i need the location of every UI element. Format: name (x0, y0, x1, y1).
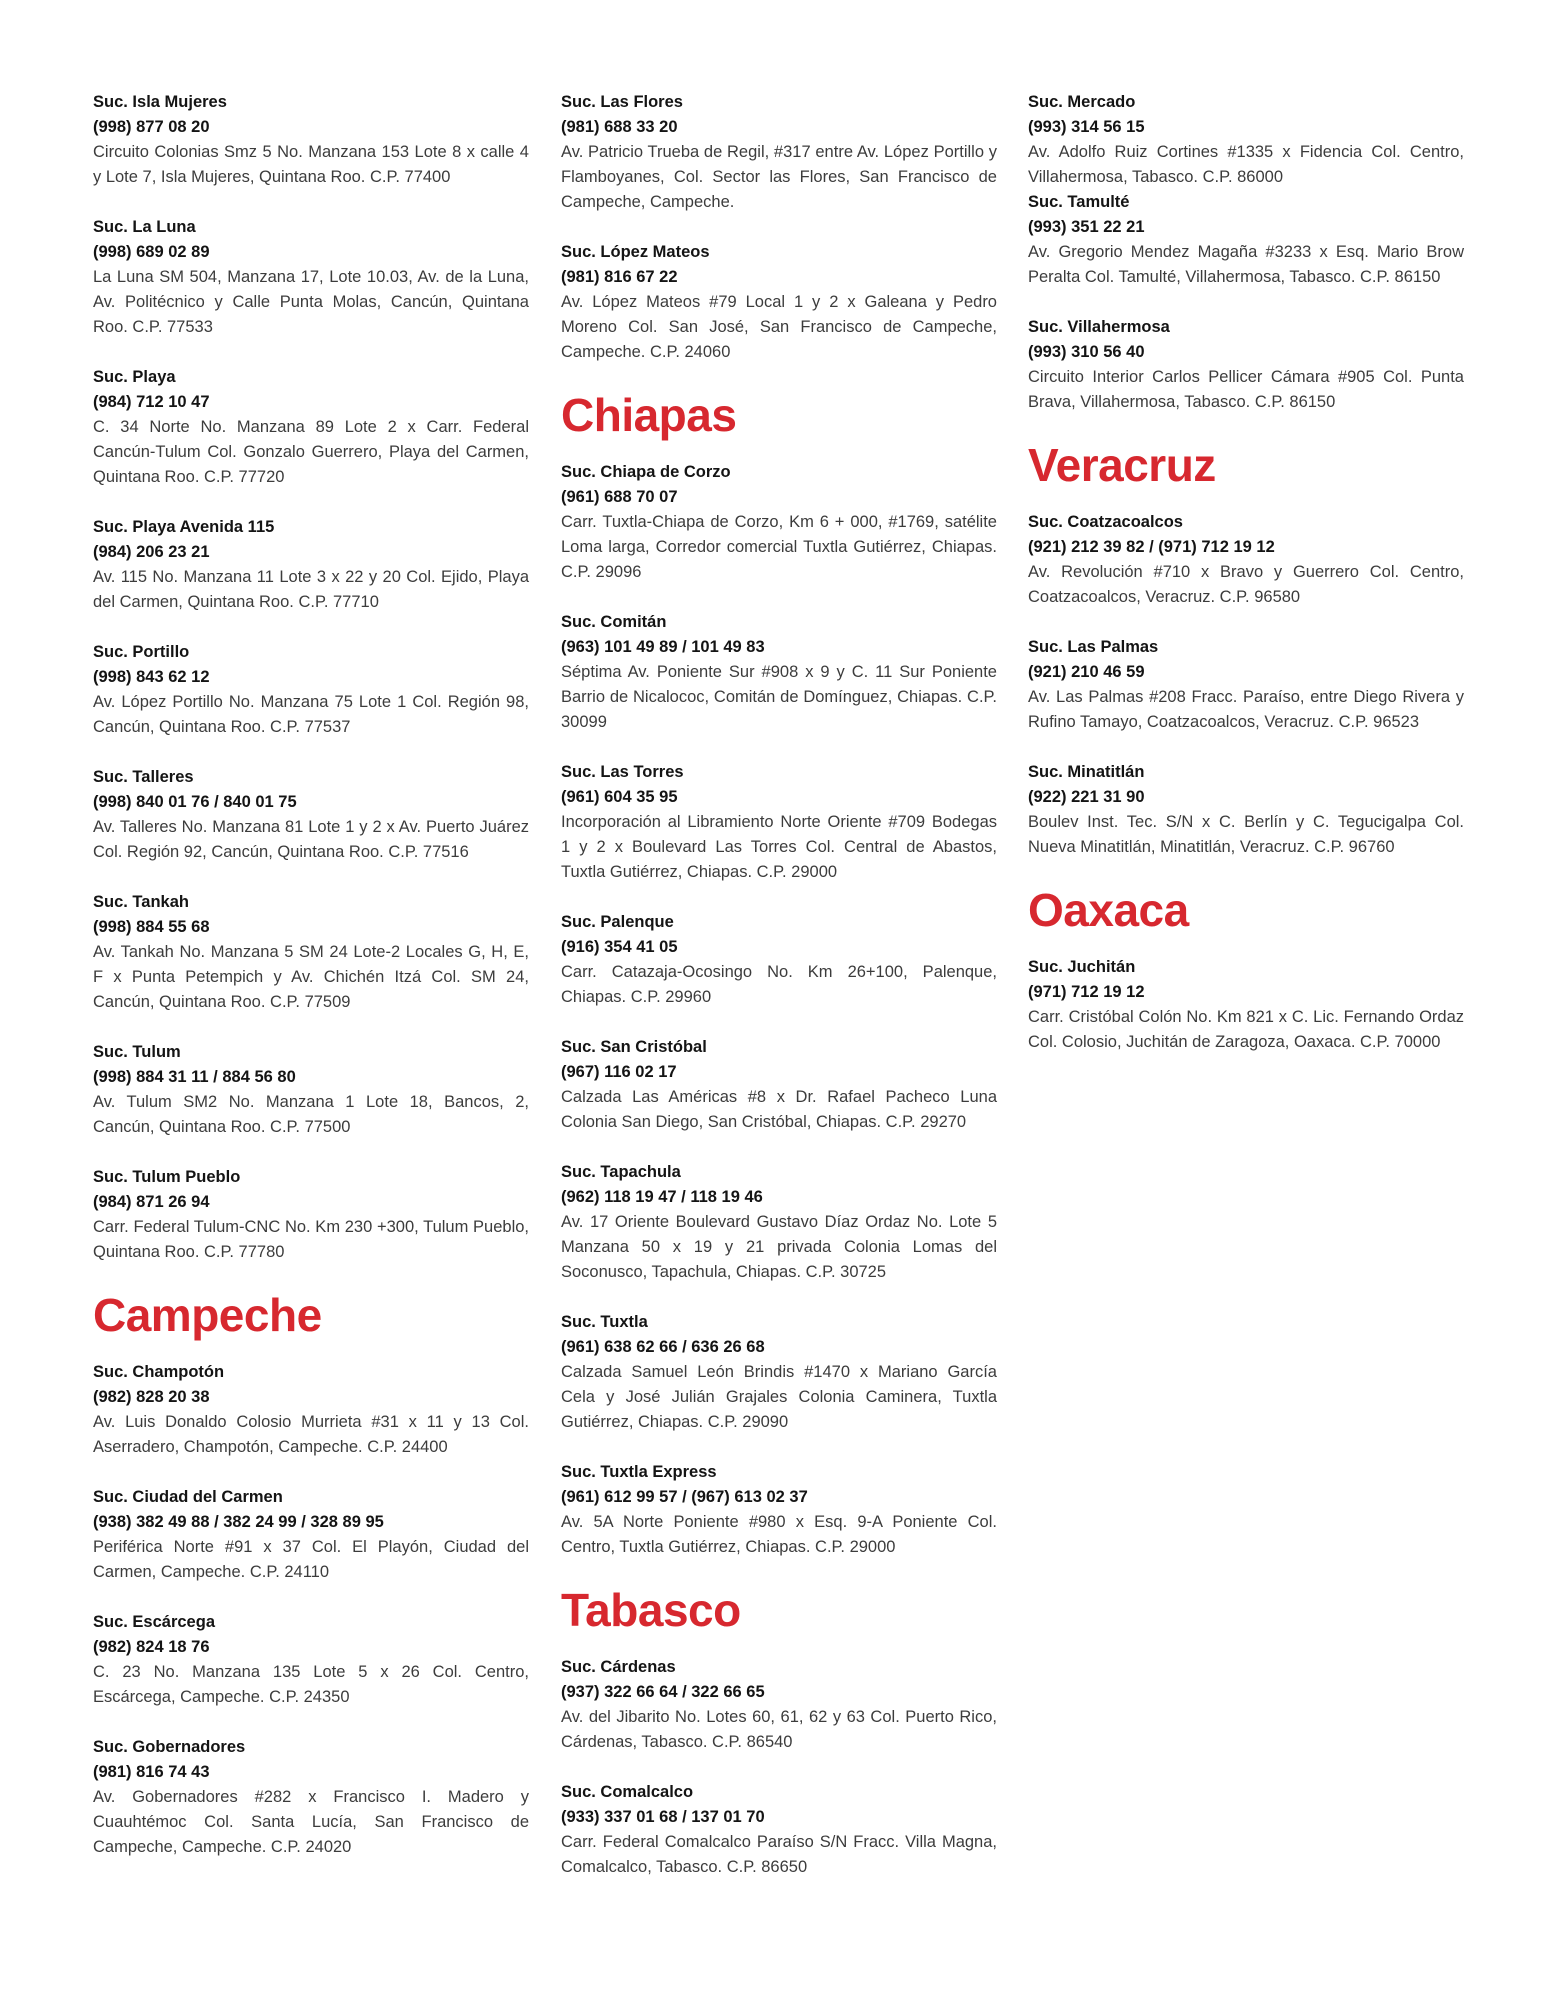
branch-la-luna (93, 215, 529, 340)
branch-phone: (961) 688 70 07 (561, 488, 678, 506)
branch-phone: (916) 354 41 05 (561, 938, 678, 956)
branch-tamulte (1028, 190, 1464, 290)
branch-phone: (921) 212 39 82 / (971) 712 19 12 (1028, 538, 1275, 556)
branch-address: Av. Gobernadores #282 x Francisco I. Madero y Cuauhtémoc Col. Santa Lucía, San Francisco de Campeche, Campeche. C.P. 24020 (93, 1788, 529, 1856)
branch-address: Av. 17 Oriente Boulevard Gustavo Díaz Ordaz No. Lote 5 Manzana 50 x 19 y 21 privada Colonia Lomas del Soconusco, Tapachula, Chiapas. C.P. 30725 (561, 1213, 997, 1281)
branch-villahermosa (1028, 315, 1464, 415)
branch-gobernadores (93, 1735, 529, 1860)
branch-address: Av. Patricio Trueba de Regil, #317 entre Av. López Portillo y Flamboyanes, Col. Sector las Flores, San Francisco de Campeche, Campeche. (561, 143, 997, 211)
branch-phone: (961) 604 35 95 (561, 788, 678, 806)
branch-cardenas (561, 1655, 997, 1755)
branch-name: Suc. Mercado (1028, 93, 1136, 111)
branch-name: Suc. Isla Mujeres (93, 93, 227, 111)
branch-name: Suc. Las Torres (561, 763, 684, 781)
directory-column-3 (1028, 90, 1464, 1080)
branch-name: Suc. Playa Avenida 115 (93, 518, 275, 536)
branch-phone: (998) 877 08 20 (93, 118, 210, 136)
branch-name: Suc. Minatitlán (1028, 763, 1145, 781)
branch-isla-mujeres (93, 90, 529, 190)
branch-name: Suc. Ciudad del Carmen (93, 1488, 283, 1506)
branch-phone: (933) 337 01 68 / 137 01 70 (561, 1808, 765, 1826)
branch-name: Suc. Tapachula (561, 1163, 681, 1181)
branch-phone: (921) 210 46 59 (1028, 663, 1145, 681)
branch-phone: (922) 221 31 90 (1028, 788, 1145, 806)
branch-juchitan (1028, 955, 1464, 1055)
branch-phone: (998) 843 62 12 (93, 668, 210, 686)
branch-address: Séptima Av. Poniente Sur #908 x 9 y C. 11 Sur Poniente Barrio de Nicalococ, Comitán de Domínguez, Chiapas. C.P. 30099 (561, 663, 997, 731)
directory-column-1 (93, 90, 529, 1885)
state-heading-oaxaca: Oaxaca (1028, 884, 1189, 936)
branch-name: Suc. Palenque (561, 913, 674, 931)
branch-name: Suc. Champotón (93, 1363, 225, 1381)
branch-ciudad-del-carmen (93, 1485, 529, 1585)
branch-name: Suc. La Luna (93, 218, 196, 236)
branch-address: Av. Luis Donaldo Colosio Murrieta #31 x 11 y 13 Col. Aserradero, Champotón, Campeche. C.P. 24400 (93, 1413, 529, 1456)
branch-tankah (93, 890, 529, 1015)
branch-phone: (984) 206 23 21 (93, 543, 210, 561)
branch-address: La Luna SM 504, Manzana 17, Lote 10.03, Av. de la Luna, Av. Politécnico y Calle Punta Molas, Cancún, Quintana Roo. C.P. 77533 (93, 268, 529, 336)
branch-phone: (984) 871 26 94 (93, 1193, 210, 1211)
branch-name: Suc. Portillo (93, 643, 190, 661)
branch-phone: (967) 116 02 17 (561, 1063, 677, 1081)
branch-address: Carr. Cristóbal Colón No. Km 821 x C. Lic. Fernando Ordaz Col. Colosio, Juchitán de Zaragoza, Oaxaca. C.P. 70000 (1028, 1008, 1464, 1051)
branch-name: Suc. Escárcega (93, 1613, 215, 1631)
branch-address: Calzada Samuel León Brindis #1470 x Mariano García Cela y José Julián Grajales Colonia Caminera, Tuxtla Gutiérrez, Chiapas. C.P. 29090 (561, 1363, 997, 1431)
branch-address: Av. Revolución #710 x Bravo y Guerrero Col. Centro, Coatzacoalcos, Veracruz. C.P. 96580 (1028, 563, 1464, 606)
branch-name: Suc. Tulum Pueblo (93, 1168, 241, 1186)
branch-address: Av. Tankah No. Manzana 5 SM 24 Lote-2 Locales G, H, E, F x Punta Petempich y Av. Chichén Itzá Col. SM 24, Cancún, Quintana Roo. C.P. 77509 (93, 943, 529, 1011)
branch-palenque (561, 910, 997, 1010)
branch-phone: (993) 351 22 21 (1028, 218, 1145, 236)
branch-address: Periférica Norte #91 x 37 Col. El Playón, Ciudad del Carmen, Campeche. C.P. 24110 (93, 1538, 529, 1581)
state-heading-campeche: Campeche (93, 1289, 322, 1341)
branch-address: Av. Adolfo Ruiz Cortines #1335 x Fidencia Col. Centro, Villahermosa, Tabasco. C.P. 86000 (1028, 143, 1464, 186)
branch-address: Carr. Federal Comalcalco Paraíso S/N Fracc. Villa Magna, Comalcalco, Tabasco. C.P. 86650 (561, 1833, 997, 1876)
branch-name: Suc. Comitán (561, 613, 667, 631)
branch-tapachula (561, 1160, 997, 1285)
branch-address: Av. López Mateos #79 Local 1 y 2 x Galeana y Pedro Moreno Col. San José, San Francisco de Campeche, Campeche. C.P. 24060 (561, 293, 997, 361)
branch-phone: (937) 322 66 64 / 322 66 65 (561, 1683, 765, 1701)
branch-playa-avenida-115 (93, 515, 529, 615)
branch-address: Carr. Catazaja-Ocosingo No. Km 26+100, Palenque, Chiapas. C.P. 29960 (561, 963, 997, 1006)
branch-name: Suc. Tankah (93, 893, 189, 911)
branch-name: Suc. Coatzacoalcos (1028, 513, 1183, 531)
branch-san-cristobal (561, 1035, 997, 1135)
branch-talleres (93, 765, 529, 865)
branch-name: Suc. Tuxtla Express (561, 1463, 717, 1481)
branch-comitan (561, 610, 997, 735)
branch-address: Boulev Inst. Tec. S/N x C. Berlín y C. Tegucigalpa Col. Nueva Minatitlán, Minatitlán, Veracruz. C.P. 96760 (1028, 813, 1464, 856)
branch-address: C. 23 No. Manzana 135 Lote 5 x 26 Col. Centro, Escárcega, Campeche. C.P. 24350 (93, 1663, 529, 1706)
branch-minatitlan (1028, 760, 1464, 860)
branch-name: Suc. Talleres (93, 768, 194, 786)
branch-phone: (982) 824 18 76 (93, 1638, 210, 1656)
branch-las-flores (561, 90, 997, 215)
branch-address: Av. 115 No. Manzana 11 Lote 3 x 22 y 20 Col. Ejido, Playa del Carmen, Quintana Roo. C.P. 77710 (93, 568, 529, 611)
branch-phone: (981) 816 74 43 (93, 1763, 210, 1781)
state-heading-veracruz: Veracruz (1028, 439, 1216, 491)
branch-phone: (981) 816 67 22 (561, 268, 678, 286)
branch-tuxtla-express (561, 1460, 997, 1560)
branch-phone: (981) 688 33 20 (561, 118, 678, 136)
branch-address: Av. Tulum SM2 No. Manzana 1 Lote 18, Bancos, 2, Cancún, Quintana Roo. C.P. 77500 (93, 1093, 529, 1136)
state-heading-chiapas: Chiapas (561, 389, 737, 441)
branch-name: Suc. Cárdenas (561, 1658, 676, 1676)
branch-phone: (998) 884 31 11 / 884 56 80 (93, 1068, 296, 1086)
branch-phone: (961) 612 99 57 / (967) 613 02 37 (561, 1488, 808, 1506)
branch-champoton (93, 1360, 529, 1460)
branch-name: Suc. Tuxtla (561, 1313, 648, 1331)
branch-name: Suc. Chiapa de Corzo (561, 463, 731, 481)
branch-phone: (963) 101 49 89 / 101 49 83 (561, 638, 765, 656)
branch-name: Suc. Tamulté (1028, 193, 1130, 211)
branch-name: Suc. Playa (93, 368, 176, 386)
branch-tulum-pueblo (93, 1165, 529, 1265)
branch-address: Circuito Colonias Smz 5 No. Manzana 153 Lote 8 x calle 4 y Lote 7, Isla Mujeres, Quintana Roo. C.P. 77400 (93, 143, 529, 186)
branch-phone: (982) 828 20 38 (93, 1388, 210, 1406)
branch-phone: (984) 712 10 47 (93, 393, 210, 411)
branch-address: Carr. Tuxtla-Chiapa de Corzo, Km 6 + 000, #1769, satélite Loma larga, Corredor comercial Tuxtla Gutiérrez, Chiapas. C.P. 29096 (561, 513, 997, 581)
branch-escarcega (93, 1610, 529, 1710)
branch-address: Av. López Portillo No. Manzana 75 Lote 1 Col. Región 98, Cancún, Quintana Roo. C.P. 77537 (93, 693, 529, 736)
branch-lopez-mateos (561, 240, 997, 365)
branch-mercado (1028, 90, 1464, 190)
branch-address: Av. del Jibarito No. Lotes 60, 61, 62 y 63 Col. Puerto Rico, Cárdenas, Tabasco. C.P. 86540 (561, 1708, 997, 1751)
branch-name: Suc. San Cristóbal (561, 1038, 707, 1056)
branch-name: Suc. Gobernadores (93, 1738, 246, 1756)
branch-phone: (998) 840 01 76 / 840 01 75 (93, 793, 297, 811)
branch-name: Suc. Las Flores (561, 93, 683, 111)
branch-address: C. 34 Norte No. Manzana 89 Lote 2 x Carr. Federal Cancún-Tulum Col. Gonzalo Guerrero, Playa del Carmen, Quintana Roo. C.P. 77720 (93, 418, 529, 486)
branch-name: Suc. López Mateos (561, 243, 710, 261)
branch-phone: (961) 638 62 66 / 636 26 68 (561, 1338, 765, 1356)
branch-address: Av. Gregorio Mendez Magaña #3233 x Esq. Mario Brow Peralta Col. Tamulté, Villahermosa, Tabasco. C.P. 86150 (1028, 243, 1464, 286)
directory-column-2 (561, 90, 997, 1905)
branch-coatzacoalcos (1028, 510, 1464, 610)
branch-name: Suc. Las Palmas (1028, 638, 1159, 656)
branch-tulum (93, 1040, 529, 1140)
branch-phone: (993) 310 56 40 (1028, 343, 1145, 361)
branch-address: Av. Talleres No. Manzana 81 Lote 1 y 2 x Av. Puerto Juárez Col. Región 92, Cancún, Quintana Roo. C.P. 77516 (93, 818, 529, 861)
branch-address: Av. Las Palmas #208 Fracc. Paraíso, entre Diego Rivera y Rufino Tamayo, Coatzacoalcos, Veracruz. C.P. 96523 (1028, 688, 1464, 731)
state-heading-tabasco: Tabasco (561, 1584, 741, 1636)
branch-tuxtla (561, 1310, 997, 1435)
branch-chiapa-de-corzo (561, 460, 997, 585)
branch-las-palmas (1028, 635, 1464, 735)
branch-phone: (993) 314 56 15 (1028, 118, 1145, 136)
branch-name: Suc. Juchitán (1028, 958, 1136, 976)
branch-name: Suc. Tulum (93, 1043, 181, 1061)
branch-address: Carr. Federal Tulum-CNC No. Km 230 +300, Tulum Pueblo, Quintana Roo. C.P. 77780 (93, 1218, 529, 1261)
branch-address: Circuito Interior Carlos Pellicer Cámara #905 Col. Punta Brava, Villahermosa, Tabasco. C.P. 86150 (1028, 368, 1464, 411)
branch-phone: (971) 712 19 12 (1028, 983, 1145, 1001)
branch-las-torres (561, 760, 997, 885)
branch-address: Calzada Las Américas #8 x Dr. Rafael Pacheco Luna Colonia San Diego, San Cristóbal, Chiapas. C.P. 29270 (561, 1088, 997, 1131)
branch-phone: (998) 689 02 89 (93, 243, 210, 261)
branch-comalcalco (561, 1780, 997, 1880)
branch-playa (93, 365, 529, 490)
branch-phone: (962) 118 19 47 / 118 19 46 (561, 1188, 763, 1206)
branch-phone: (938) 382 49 88 / 382 24 99 / 328 89 95 (93, 1513, 384, 1531)
branch-portillo (93, 640, 529, 740)
branch-address: Incorporación al Libramiento Norte Oriente #709 Bodegas 1 y 2 x Boulevard Las Torres Col. Central de Abastos, Tuxtla Gutiérrez, Chiapas. C.P. 29000 (561, 813, 997, 881)
branch-name: Suc. Comalcalco (561, 1783, 694, 1801)
branch-name: Suc. Villahermosa (1028, 318, 1170, 336)
branch-phone: (998) 884 55 68 (93, 918, 210, 936)
branch-address: Av. 5A Norte Poniente #980 x Esq. 9-A Poniente Col. Centro, Tuxtla Gutiérrez, Chiapas. C.P. 29000 (561, 1513, 997, 1556)
